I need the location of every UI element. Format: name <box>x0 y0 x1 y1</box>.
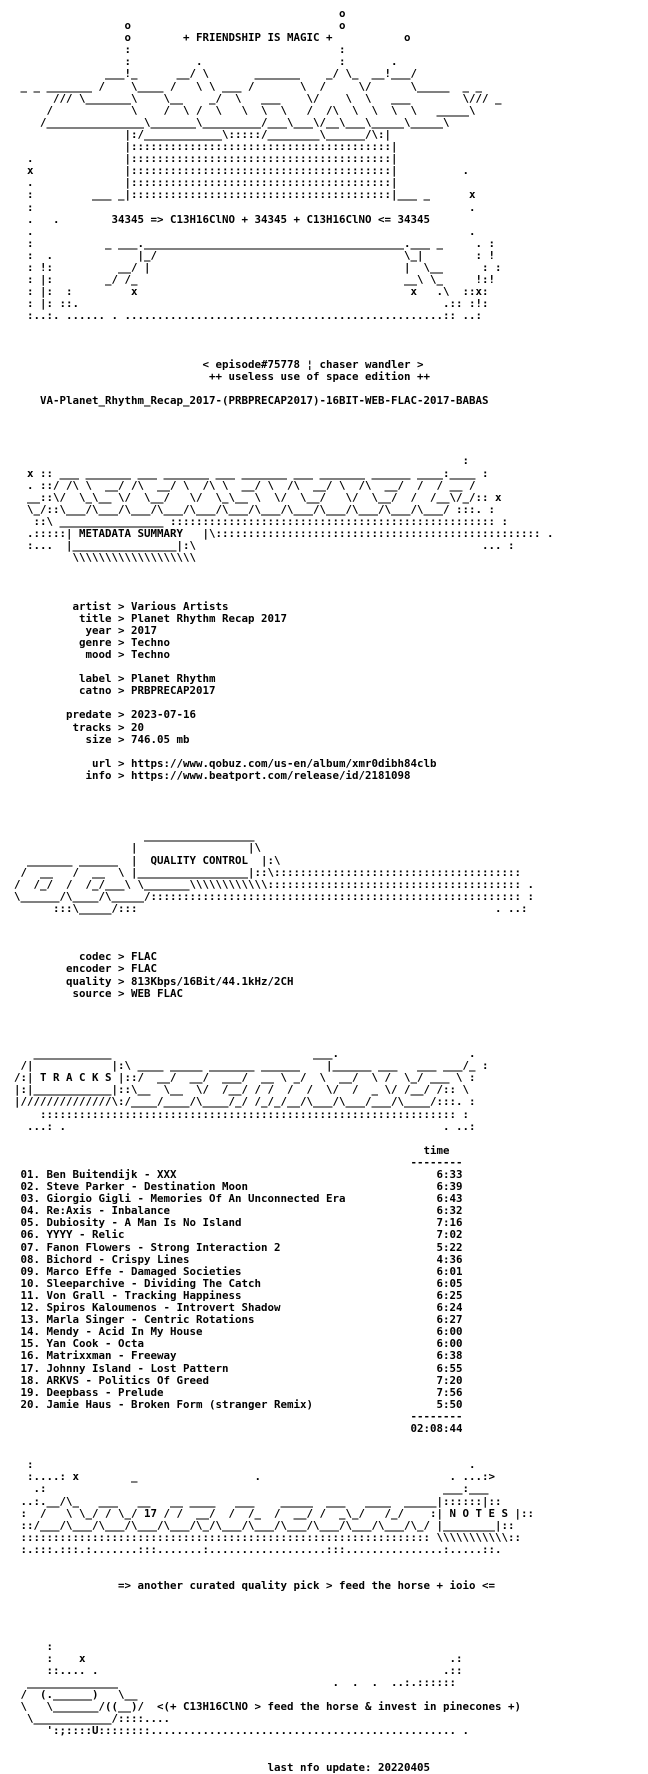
track-time: 6:33 <box>436 1168 463 1181</box>
title-value: Planet Rhythm Recap 2017 <box>131 611 288 625</box>
track-title: 09. Marco Effe - Damaged Societies <box>14 1264 242 1278</box>
track-title: 12. Spiros Kaloumenos - Introvert Shadow <box>14 1301 281 1315</box>
track-time: 6:01 <box>436 1264 463 1278</box>
track-time: 5:22 <box>436 1240 463 1254</box>
track-time: 6:05 <box>436 1276 463 1290</box>
edition-line: ++ useless use of space edition ++ <box>209 369 431 383</box>
track-time: 7:20 <box>436 1373 463 1387</box>
ascii-quality-header: _________________ | |\ _______ ______ | QUALITY CONTROL |:\ / __ / __ \ |_________________|::\:::::::::::::::::::::::::::::::::::::: / /_/ / /_/___\ \_______\\\\\\\\\\\\::::::::::::::::::::::::::::::::::::::: . \______/\____/\_____/::::::::::::::::::::::::::::::::::::::::::::::::::::::::: : :::\_____/::: . ..: <box>14 829 535 915</box>
encoder-value: FLAC <box>131 962 158 976</box>
formula-line: . . 34345 => C13H16ClNO + 34345 + C13H16ClNO <= 34345 . . <box>14 212 476 238</box>
track-time: 6:32 <box>436 1204 463 1218</box>
track-time: 7:16 <box>436 1216 463 1230</box>
ascii-footer: : : x .: ::.... . .:: ______________ . . . ..:.:::::: / (.______) \__ \ \_______/((__)/ <(+ C13H16ClNO > feed the horse & invest in pinecones +) \____________/::::.... ':;::::U::::::::............................................... . <box>20 1639 522 1738</box>
footer-tagline: <(+ C13H16ClNO > feed the horse & invest in pinecones +) <box>157 1700 522 1714</box>
quality-title: QUALITY CONTROL <box>150 853 249 867</box>
track-title: 01. Ben Buitendijk - XXX <box>14 1168 177 1181</box>
artist-value: Various Artists <box>131 599 229 613</box>
ascii-metadata-header: : x :: ___ _______ ___ _______ ___ _______ ___ _______ ______ ____:____ : . ::/ /\ \ __/ /\ __/ \ /\ \ __/ \ /\ __/ \ /\ __/ / / __ / __::\/ \_\__ \/ \__/ \/ \_\__ \ \/ \__/ \/ \__/ / /__\/_/:: x \_/::\___/\___/\___/\___/\___/\___/\___/\___/\___/\___/\___/\___/ :::. : ::\ ________________ :::::::::::::::::::::::::::::::::::::::::::::::::: : .:::::| METADATA SUMMARY |\:::::::::::::::::::::::::::::::::::::::::::::::::: . :... |________________|:\ ... : \\\\\\\\\\\\\\\\\\\ <box>27 454 554 565</box>
track-title: 11. Von Grall - Tracking Happiness <box>14 1288 242 1302</box>
track-time: 6:38 <box>436 1349 463 1363</box>
track-rows <box>14 1169 554 1411</box>
track-title: 03. Giorgio Gigli - Memories Of An Unconnected Era <box>14 1192 346 1206</box>
quality-fields: codec > FLAC encoder > FLAC quality > 813Kbps/16Bit/44.1kHz/2CH source > WEB FLAC <box>66 950 294 1000</box>
track-time: 6:24 <box>436 1301 463 1315</box>
last-update <box>14 1762 554 1774</box>
track-title: 05. Dubiosity - A Man Is No Island <box>14 1216 242 1230</box>
total-time: 02:08:44 <box>410 1421 463 1435</box>
track-title: 14. Mendy - Acid In My House <box>14 1325 203 1339</box>
time-column-header: time <box>423 1143 450 1157</box>
ascii-logo-bottom: : _ ___.________________________________________.___ _ . : : . |_/ \_| : ! : !: __/ | | \__ : : : |: _/ /_ __\ \_ !:! : |: : x x .\ ::x: : |: ::. .:: :!: :..:. ...... . .................................................:: ..: <box>27 236 502 323</box>
track-time: 5:50 <box>436 1397 463 1411</box>
notes-body <box>14 1580 554 1592</box>
genre-value: Techno <box>131 635 171 649</box>
track-title: 15. Yan Cook - Octa <box>14 1337 145 1351</box>
track-title: 10. Sleeparchive - Dividing The Catch <box>14 1276 262 1290</box>
track-title: 02. Steve Parker - Destination Moon <box>14 1180 249 1194</box>
track-title: 04. Re:Axis - Inbalance <box>14 1204 171 1218</box>
source-value: WEB FLAC <box>131 986 184 1000</box>
track-title: 13. Marla Singer - Centric Rotations <box>14 1313 255 1327</box>
track-time: 6:00 <box>436 1325 463 1339</box>
track-time: 4:36 <box>436 1252 463 1266</box>
track-time: 7:56 <box>436 1385 463 1399</box>
metadata-fields: artist > Various Artists title > Planet Rhythm Recap 2017 year > 2017 genre > Techno mood > Techno label > Planet Rhythm catno > PRBPRECAP2017 predate > 2023-07-16 tracks > 20 size > 746.05 mb url > https://www.qobuz.com/us-en/album/xmr0dibh84clb info > https://www.beatport.com/release/id/2181098 <box>66 599 437 782</box>
track-time: 6:27 <box>436 1313 463 1327</box>
track-title: 07. Fanon Flowers - Strong Interaction 2 <box>14 1240 281 1254</box>
track-time: 6:39 <box>436 1180 463 1194</box>
track-time: 6:43 <box>436 1192 463 1206</box>
label-value: Planet Rhythm <box>131 672 216 686</box>
episode-block <box>14 359 554 407</box>
track-title: 16. Matrixxman - Freeway <box>14 1349 177 1363</box>
info-value: https://www.beatport.com/release/id/2181098 <box>131 768 411 782</box>
release-name: VA-Planet_Rhythm_Recap_2017-(PRBPRECAP2017)-16BIT-WEB-FLAC-2017-BABAS <box>40 394 489 407</box>
predate-value: 2023-07-16 <box>131 708 197 722</box>
ascii-notes-header: : . :....: x _ . . ...:> .: ___:___ ..:.__/\_ ___ __ __ ____ ___ _____ ___ ____ _____|::::::|:: : / \ \_/ / \_/ 17 / / __/ / /_ / __/ / _\_/ /_/ :| N O T E S |:: ::/___/\___/\___/\___/\___/\_/\___/\___/\___/\___/\___/\___/\_/ |________|:: ::::::::::::::::::::::::::::::::::::::::::::::::::::::::::::::: \\\\\\\\\\\:: :.:::.:::.:.......:::.......:..................:::...............:.....::. <box>20 1458 535 1556</box>
track-time: 6:00 <box>436 1337 463 1351</box>
track-time: 6:55 <box>436 1361 463 1375</box>
banner-text: + FRIENDSHIP IS MAGIC + <box>183 31 333 45</box>
track-title: 18. ARKVS - Politics Of Greed <box>14 1373 210 1387</box>
track-time: 7:02 <box>436 1228 463 1242</box>
catno-value: PRBPRECAP2017 <box>131 684 216 698</box>
track-title: 20. Jamie Haus - Broken Form (stranger Remix) <box>14 1397 314 1411</box>
last-update-text: last nfo update: 20220405 <box>267 1760 431 1774</box>
notes-line: => another curated quality pick > feed the horse + ioio <= <box>118 1579 496 1593</box>
mood-value: Techno <box>131 647 171 661</box>
track-title: 17. Johnny Island - Lost Pattern <box>14 1361 229 1375</box>
notes-title: N O T E S <box>449 1506 509 1520</box>
ascii-tracks-header: ____________ ___. . /| |:\ ____ _____ _______ ______ |______ ___ ___ ___/_ : /:| T R A C K S |::/ __/ __/ ___/ __ \ _/ \ __/ \ / \_/ ___ \ : |:|____________|::\__ \__ \/ /__/ / / / / \/ / _ \/ /__/ /:: \ |//////////////\:/____/____/\____/_/ /_/_/__/\___/\___/___/\____/:::. : :::::::::::::::::::::::::::::::::::::::::::::::::::::::::::::::: : ...: . . ..: <box>14 1047 489 1133</box>
size-value: 746.05 mb <box>131 732 190 746</box>
tracklist: time -------- 01. Ben Buitendijk - XXX 6:33 02. Steve Parker - Destination Moon 6:39 03. Giorgio Gigli - Memories Of An Unconnected Era 6:43 04. Re:Axis - Inbalance 6:32 05. Dubiosity - A Man Is No Island 7:16 06. YYYY - Relic 7:02 07. Fanon Flowers - Strong Interaction 2 5:22 08. Bichord - Crispy Lines 4:36 09. Marco Effe - Damaged Societies 6:01 10. Sleeparchive - Dividing The Catch 6:05 11. Von Grall - Tracking Happiness 6:25 12. Spiros Kaloumenos - Introvert Shadow 6:24 13. Marla Singer - Centric Rotations 6:27 14. Mendy - Acid In My House 6:00 15. Yan Cook - Octa 6:00 16. Matrixxman - Freeway 6:38 17. Johnny Island - Lost Pattern 6:55 18. ARKVS - Politics Of Greed 7:20 19. Deepbass - Prelude 7:56 20. Jamie Haus - Broken Form (stranger Remix) 5:50 -------- 02:08:44 <box>14 1145 554 1435</box>
track-title: 19. Deepbass - Prelude <box>14 1385 164 1399</box>
formula-text: 34345 => C13H16ClNO + 34345 + C13H16ClNO <= 34345 <box>111 212 431 226</box>
metadata-title: METADATA SUMMARY <box>79 527 184 541</box>
track-time: 6:25 <box>436 1288 463 1302</box>
tracks-title: T R A C K S <box>40 1071 112 1085</box>
ascii-logo-top: o o o o + FRIENDSHIP IS MAGIC + o : : : . : . ___!_ __/ \ _______ _/ \_ __!___/ _ _ _______ / \____ / \ \ ___ / \ / \/ \_____ _ _ /// \_______\ \__ _/ \ ___ \/ \ \ ___ \/// _ / \ / \ / \ \ \ \ / /\ \ \ \ \ _____\ /_______________\_______\_________/___\___\/__\___\_____\_____\ |:/____________\:::::/________\______/\:| |::::::::::::::::::::::::::::::::::::::::| . |::::::::::::::::::::::::::::::::::::::::| x |::::::::::::::::::::::::::::::::::::::::| . . |::::::::::::::::::::::::::::::::::::::::| : ___ _|::::::::::::::::::::::::::::::::::::::::|___ _ x : . <box>20 7 502 214</box>
track-title: 06. YYYY - Relic <box>14 1228 125 1242</box>
year-value: 2017 <box>131 623 158 637</box>
tracks-value: 20 <box>131 720 145 734</box>
episode-line: < episode#75778 ¦ chaser wandler > <box>202 357 424 371</box>
quality-value: 813Kbps/16Bit/44.1kHz/2CH <box>131 974 294 988</box>
track-title: 08. Bichord - Crispy Lines <box>14 1252 190 1266</box>
nfo-document <box>14 8 554 1774</box>
url-value: https://www.qobuz.com/us-en/album/xmr0dibh84clb <box>131 756 437 770</box>
track-row <box>14 1399 554 1411</box>
codec-value: FLAC <box>131 950 158 964</box>
